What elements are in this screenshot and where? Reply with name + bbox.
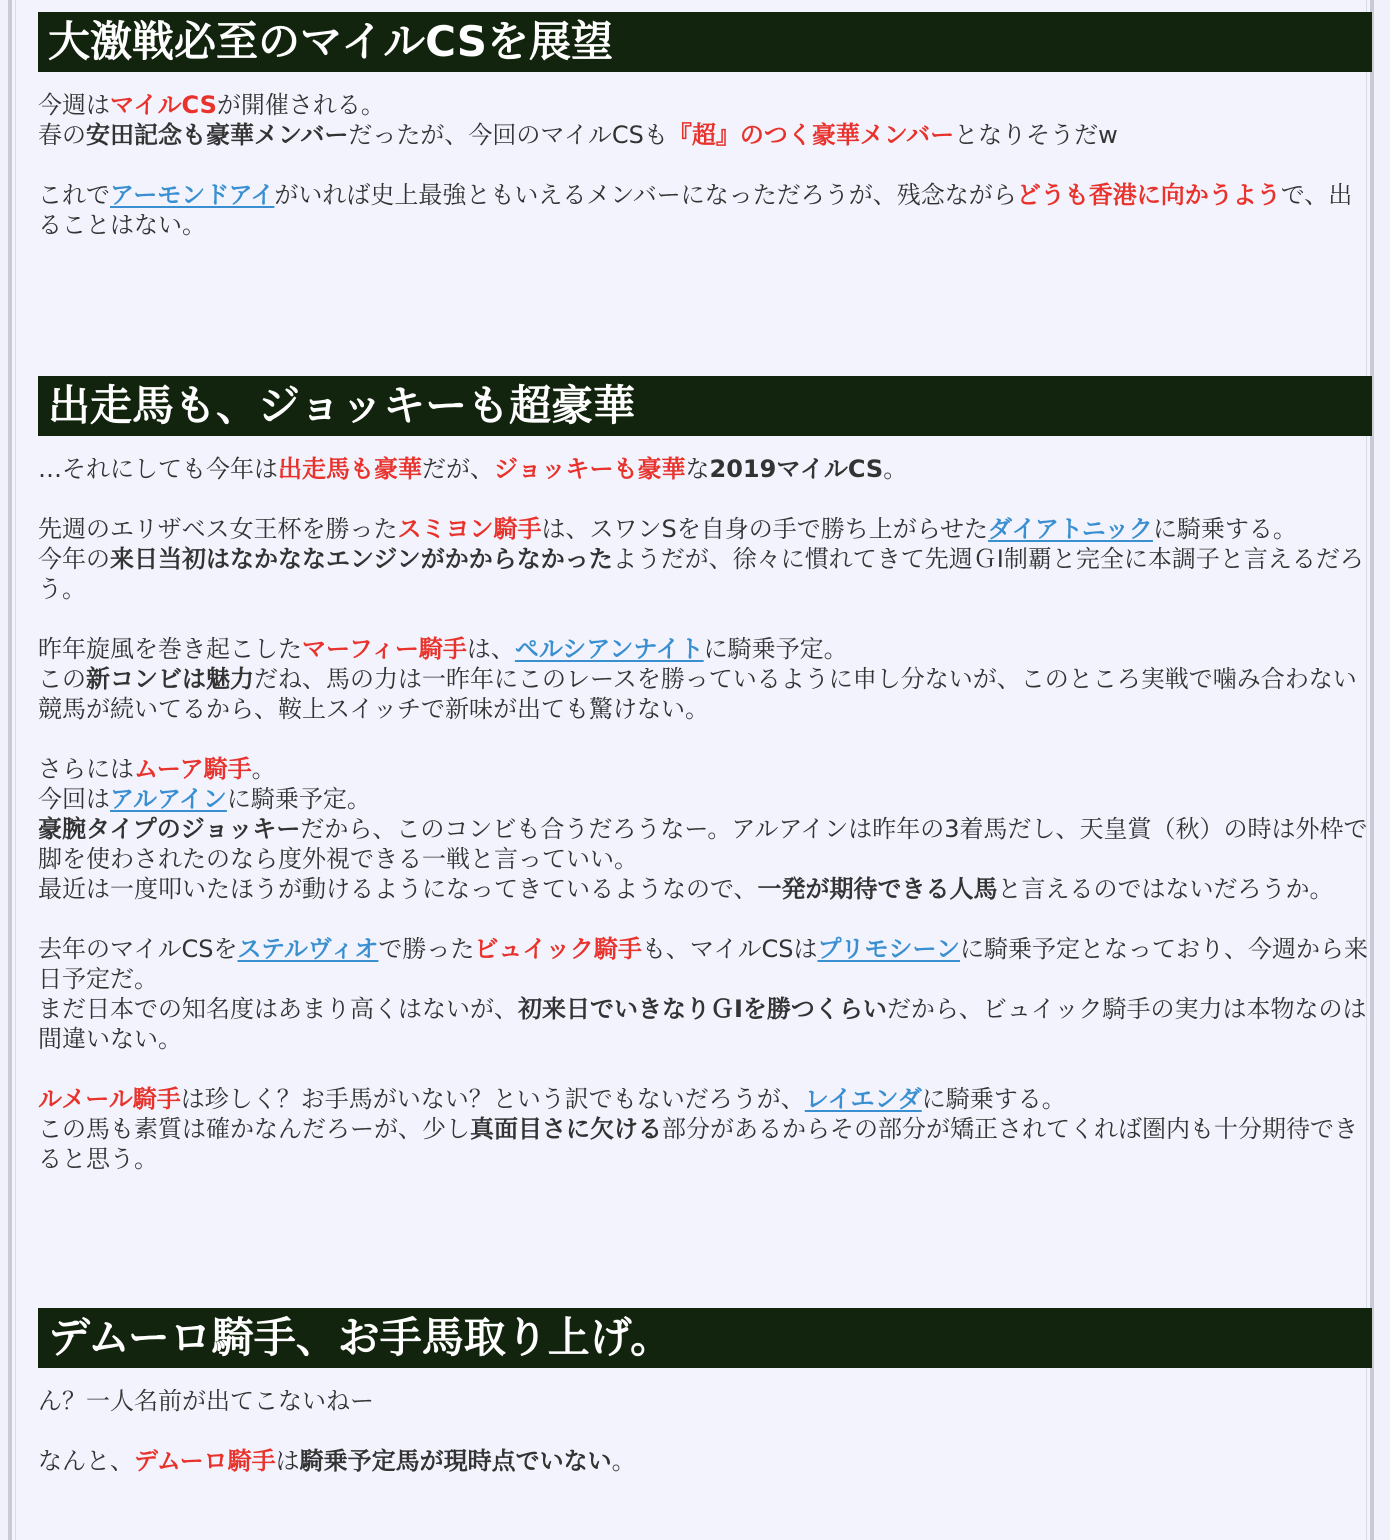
text: が開催される。	[216, 91, 385, 119]
horse-link-persian-knight[interactable]: ペルシアンナイト	[514, 635, 704, 663]
section-body-2	[38, 454, 1372, 1174]
highlight-red: ルメール騎手	[38, 1085, 181, 1113]
section-heading-runners-jockeys: 出走馬も、ジョッキーも超豪華	[38, 376, 1372, 436]
article-body	[38, 12, 1372, 1476]
highlight-bold: 豪腕タイプのジョッキー	[38, 815, 301, 843]
paragraph	[38, 120, 1372, 150]
paragraph	[38, 544, 1372, 604]
text: な	[685, 455, 710, 483]
highlight-red: デムーロ騎手	[134, 1447, 276, 1475]
highlight-bold: 騎乗予定馬が現時点でいない	[299, 1447, 612, 1475]
paragraph	[38, 1114, 1372, 1174]
text: 。	[251, 755, 276, 783]
paragraph	[38, 454, 1372, 484]
text: 今週は	[38, 91, 110, 119]
text: 去年のマイルCSを	[38, 935, 238, 963]
text: なんと、	[38, 1447, 134, 1475]
text: 。	[611, 1447, 636, 1475]
highlight-red: スミヨン騎手	[397, 515, 542, 543]
spacer	[38, 1416, 1372, 1446]
paragraph	[38, 784, 1372, 814]
text: だから、ビュイック騎手の実力は本物なのは間違いない。	[38, 995, 1367, 1053]
paragraph	[38, 634, 1372, 664]
section-heading-mile-cs-preview: 大激戦必至のマイルCSを展望	[38, 12, 1372, 72]
text: 部分があるからその部分が矯正されてくれば圏内も十分期待できると思う。	[38, 1115, 1358, 1173]
highlight-red: 『超』のつく豪華メンバー	[667, 121, 955, 149]
text: 最近は一度叩いたほうが動けるようになってきているようなので、	[38, 875, 758, 903]
text: 先週のエリザベス女王杯を勝った	[38, 515, 398, 543]
text: で、出ることはない。	[38, 181, 1353, 239]
highlight-bold: 来日当初はなかななエンジンがかからなかった	[110, 545, 613, 573]
paragraph	[38, 1446, 1372, 1476]
highlight-bold: 真面目さに欠ける	[470, 1115, 662, 1143]
section-body-1	[38, 90, 1372, 240]
horse-link-diatonic[interactable]: ダイアトニック	[988, 515, 1153, 543]
horse-link-primo-scene[interactable]: プリモシーン	[817, 935, 961, 963]
highlight-bold: 新コンビは魅力	[86, 665, 254, 693]
paragraph	[38, 514, 1372, 544]
text: だが、	[422, 455, 494, 483]
highlight-red: マイルCS	[110, 91, 217, 119]
text: に騎乗する。	[921, 1085, 1066, 1113]
horse-link-leyenda[interactable]: レイエンダ	[804, 1085, 922, 1113]
text: は、	[466, 635, 515, 663]
paragraph	[38, 814, 1372, 874]
text: ん？一人名前が出てこないねー	[38, 1387, 374, 1415]
spacer	[38, 604, 1372, 634]
paragraph	[38, 180, 1372, 240]
spacer	[38, 150, 1372, 180]
highlight-red: 出走馬も豪華	[278, 455, 422, 483]
text: …それにしても今年は	[38, 455, 278, 483]
text: に騎乗予定。	[226, 785, 371, 813]
horse-link-almond-eye[interactable]: アーモンドアイ	[110, 181, 275, 209]
highlight-bold: 2019マイルCS	[709, 455, 884, 483]
text: これで	[38, 181, 110, 209]
text: 。	[883, 455, 908, 483]
text: は	[275, 1447, 300, 1475]
text: に騎乗予定となっており、今週から来日予定だ。	[38, 935, 1369, 993]
horse-link-al-ain[interactable]: アルアイン	[110, 785, 227, 813]
text: と言えるのではないだろうか。	[997, 875, 1334, 903]
text: ようだが、徐々に慣れてきて先週ＧⅠ制覇と完全に本調子と言えるだろう。	[38, 545, 1364, 603]
highlight-red: マーフィー騎手	[302, 635, 467, 663]
paragraph	[38, 1084, 1372, 1114]
highlight-bold: 初来日でいきなりＧⅠを勝つくらい	[518, 995, 887, 1023]
paragraph	[38, 664, 1372, 724]
text: 今回は	[38, 785, 110, 813]
text: 春の	[38, 121, 86, 149]
paragraph	[38, 754, 1372, 784]
text: に騎乗する。	[1152, 515, 1297, 543]
spacer	[38, 904, 1372, 934]
section-body-3	[38, 1386, 1372, 1476]
text: で勝った	[378, 935, 475, 963]
text: も、マイルCSは	[641, 935, 818, 963]
text: この	[38, 665, 86, 693]
text: だから、このコンビも合うだろうなー。アルアインは昨年の3着馬だし、天皇賞（秋）の時は外枠で脚を使わされたのなら度外視できる一戦と言っていい。	[38, 815, 1368, 873]
highlight-bold: 安田記念も豪華メンバー	[86, 121, 349, 149]
text: は珍しく？お手馬がいない？という訳でもないだろうが、	[180, 1085, 805, 1113]
page-frame	[8, 0, 1374, 1540]
spacer	[38, 724, 1372, 754]
paragraph	[38, 90, 1372, 120]
spacer	[38, 1054, 1372, 1084]
text: 昨年旋風を巻き起こした	[38, 635, 302, 663]
highlight-red: ビュイック騎手	[474, 935, 642, 963]
text: だったが、今回のマイルCSも	[348, 121, 668, 149]
spacer	[38, 484, 1372, 514]
text: に騎乗予定。	[703, 635, 848, 663]
section-heading-demuro: デムーロ騎手、お手馬取り上げ。	[38, 1308, 1372, 1368]
paragraph	[38, 1386, 1372, 1416]
text: がいれば史上最強ともいえるメンバーになっただろうが、残念ながら	[274, 181, 1017, 209]
text: さらには	[38, 755, 134, 783]
text: この馬も素質は確かなんだろーが、少し	[38, 1115, 470, 1143]
paragraph	[38, 994, 1372, 1054]
highlight-red: ジョッキーも豪華	[494, 455, 686, 483]
horse-link-stelvio[interactable]: ステルヴィオ	[237, 935, 379, 963]
text: は、スワンSを自身の手で勝ち上がらせた	[541, 515, 989, 543]
text: となりそうだw	[954, 121, 1118, 149]
highlight-red: どうも香港に向かうよう	[1016, 181, 1281, 209]
highlight-red: ムーア騎手	[134, 755, 252, 783]
paragraph	[38, 934, 1372, 994]
text: まだ日本での知名度はあまり高くはないが、	[38, 995, 518, 1023]
paragraph	[38, 874, 1372, 904]
highlight-bold: 一発が期待できる人馬	[757, 875, 998, 903]
text: 今年の	[38, 545, 110, 573]
text: だね、馬の力は一昨年にこのレースを勝っているように申し分ないが、このところ実戦で噛み合わない競馬が続いてるから、鞍上スイッチで新味が出ても驚けない。	[38, 665, 1357, 723]
